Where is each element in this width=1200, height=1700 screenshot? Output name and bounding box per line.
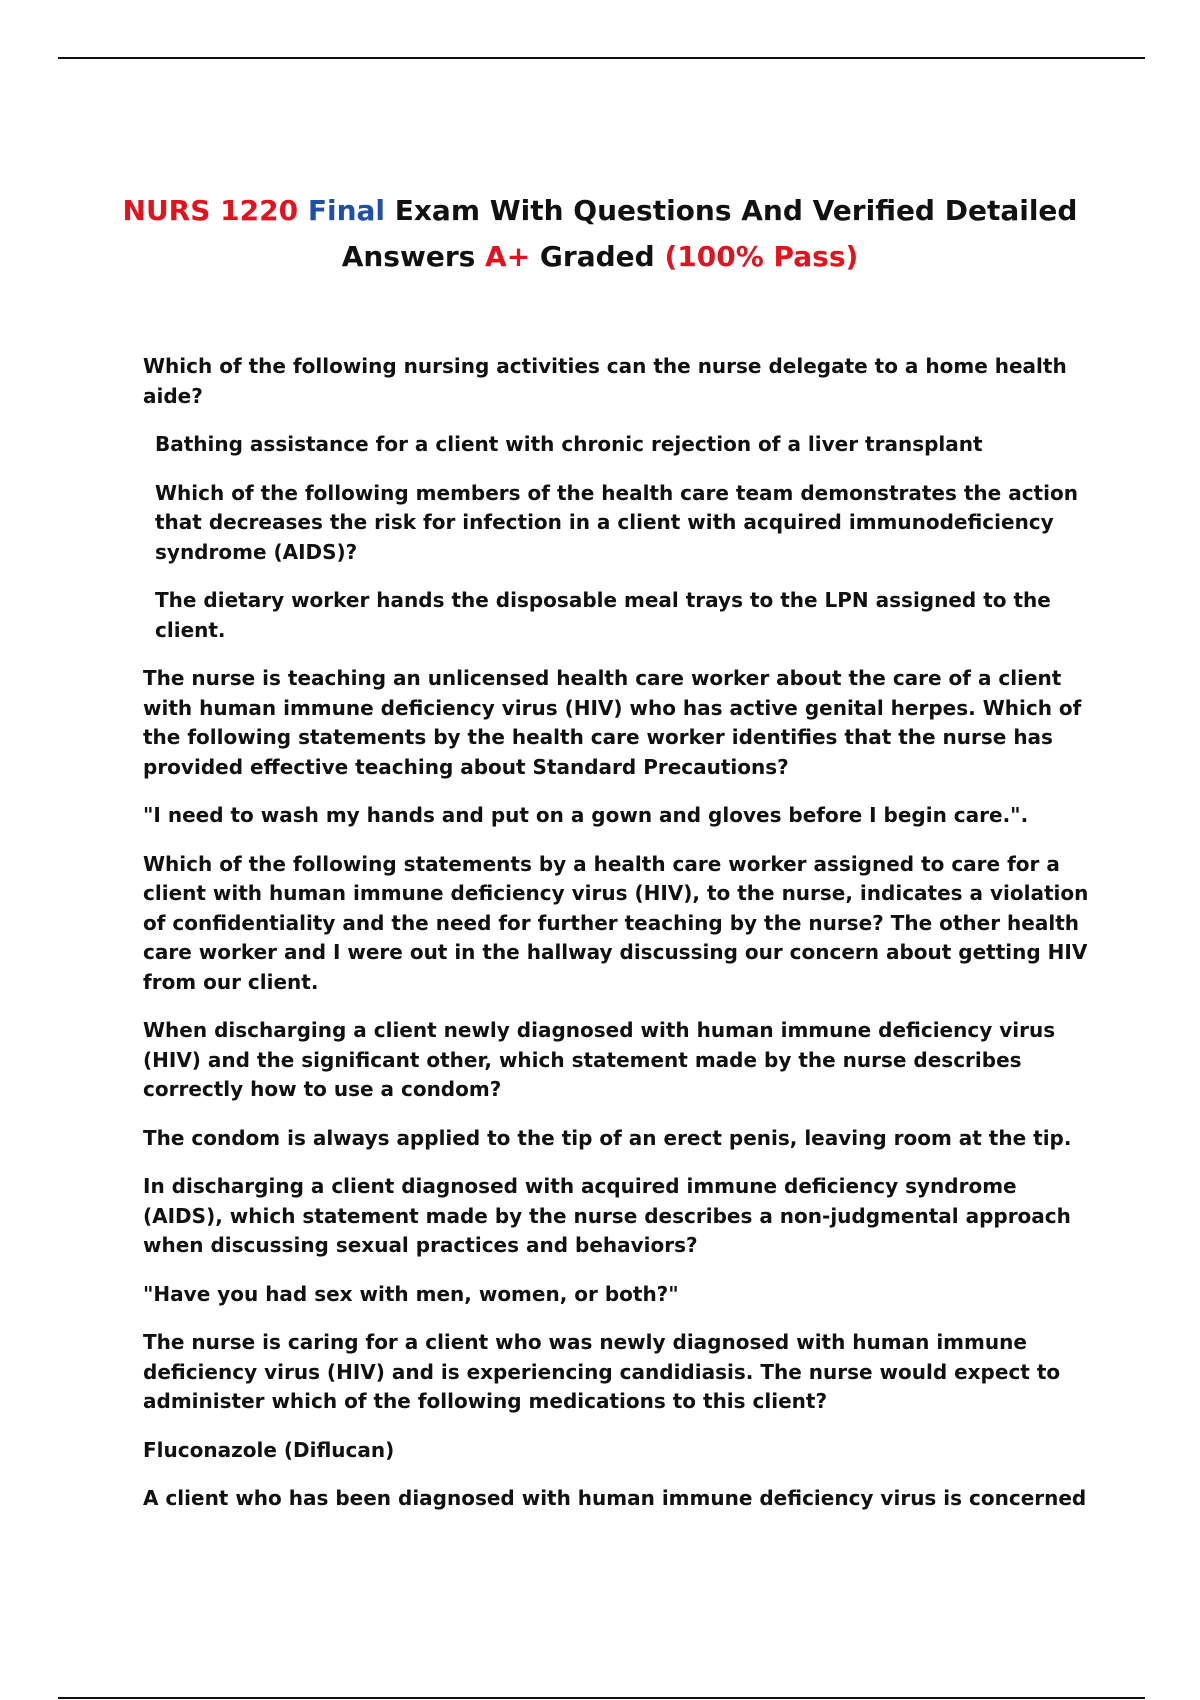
title-graded: Graded — [530, 240, 665, 273]
top-divider — [58, 57, 1145, 59]
question-7: The nurse is caring for a client who was newly diagnosed with human immune deficiency virus (HIV) and is experiencing candidiasis. The nurse would expect to administer which of the following medications to this client? — [143, 1330, 1068, 1413]
title-answers: Answers — [341, 240, 486, 273]
answer-6: "Have you had sex with men, women, or both?" — [143, 1281, 679, 1306]
answer-5: The condom is always applied to the tip of an erect penis, leaving room at the tip. — [143, 1125, 1072, 1150]
title-final: Final — [307, 194, 385, 227]
answer-7: Fluconazole (Diflucan) — [143, 1437, 395, 1462]
title-pass: (100% Pass) — [664, 240, 859, 273]
answer-3: "I need to wash my hands and put on a gown and gloves before I begin care.". — [143, 803, 1029, 827]
bottom-divider — [58, 1697, 1145, 1699]
title-course-code: NURS 1220 — [122, 194, 308, 227]
title-grade: A+ — [485, 240, 531, 273]
question-3: The nurse is teaching an unlicensed health care worker about the care of a client with human immune deficiency virus (HIV) who has active genital herpes. Which of the following statements by the health care worker identifies that the nurse has provided effective teaching about Standard Precautions? — [143, 666, 1089, 779]
question-2: Which of the following members of the health care team demonstrates the action that decreases the risk for infection in a client with acquired immunodeficiency syndrome (AIDS)? — [155, 480, 1085, 564]
question-6: In discharging a client diagnosed with acquired immune deficiency syndrome (AIDS), which statement made by the nurse describes a non-judgmental approach when discussing sexual practices and behaviors? — [143, 1174, 1078, 1257]
page-title — [100, 188, 1100, 280]
question-1: Which of the following nursing activities can the nurse delegate to a home health aide? — [143, 354, 1074, 408]
question-5: When discharging a client newly diagnosed with human immune deficiency virus (HIV) and the significant other, which statement made by the nurse describes correctly how to use a condom? — [143, 1018, 1063, 1101]
answer-1: Bathing assistance for a client with chronic rejection of a liver transplant — [155, 432, 983, 456]
question-4: Which of the following statements by a health care worker assigned to care for a client with human immune deficiency virus (HIV), to the nurse, indicates a violation of confidentiality and the need for further teaching by the nurse? The other health care worker and I were out in the hallway discussing our concern about getting HIV from our client. — [143, 851, 1096, 994]
document-body — [143, 352, 1103, 1533]
answer-2: The dietary worker hands the disposable meal trays to the LPN assigned to the client. — [155, 588, 1058, 642]
title-main-line1: Exam With Questions And Verified Detailed — [385, 194, 1078, 227]
question-8: A client who has been diagnosed with human immune deficiency virus is concerned — [143, 1486, 1087, 1510]
